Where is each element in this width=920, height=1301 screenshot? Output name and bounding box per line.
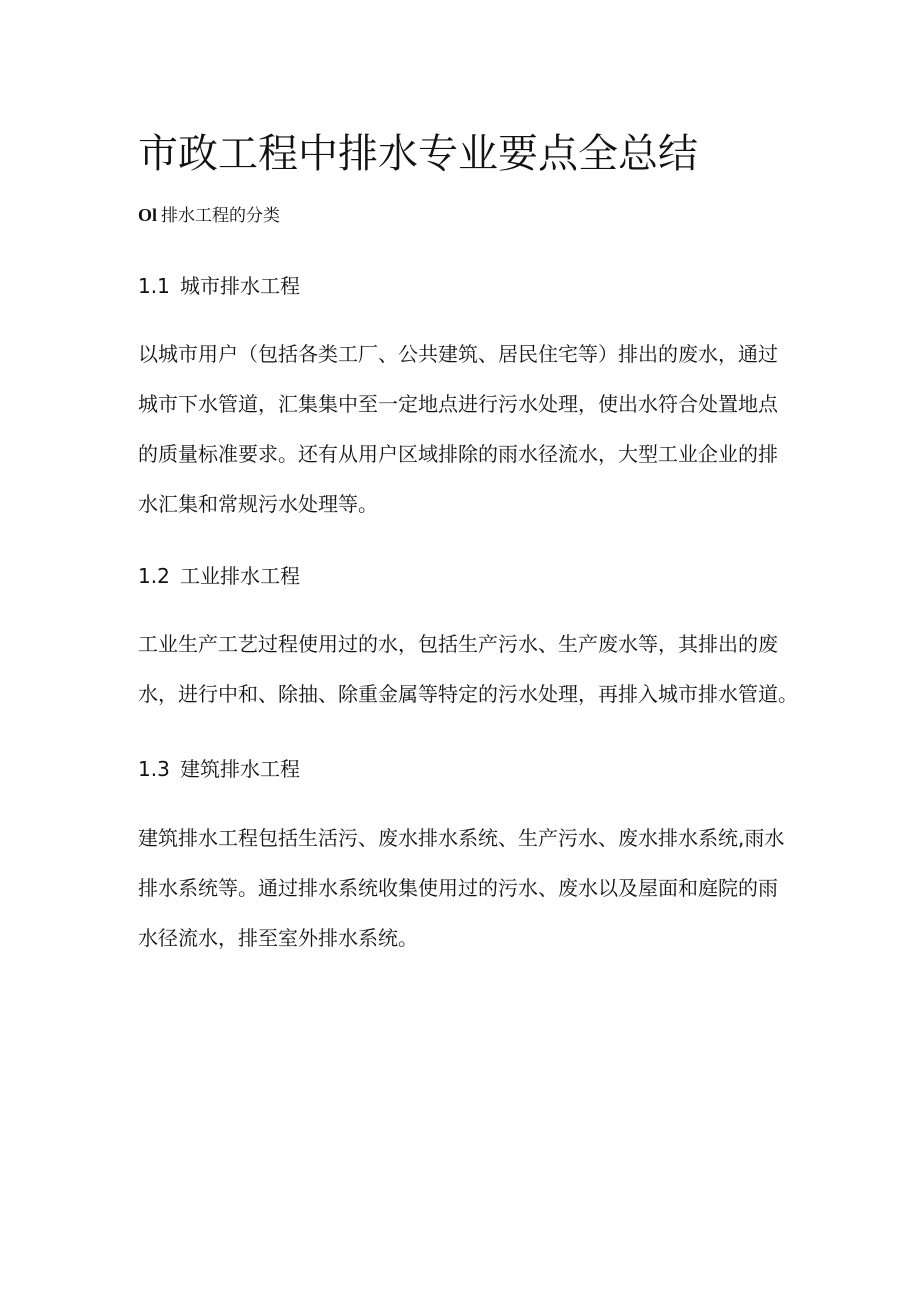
paragraph-1-2 [138,619,798,719]
paragraph-line: 城市下水管道，汇集集中至一定地点进行污水处理，使出水符合处置地点 [138,392,778,416]
subsection-number: 1.1 [138,274,170,298]
subsection-title: 工业排水工程 [180,564,300,588]
subsection-heading-1-2 [138,562,300,590]
paragraph-1-1 [138,329,798,529]
subsection-heading-1-1 [138,272,300,300]
paragraph-line: 水径流水，排至室外排水系统。 [138,926,418,950]
paragraph-line: 排水系统等。通过排水系统收集使用过的污水、废水以及屋面和庭院的雨 [138,876,778,900]
paragraph-line: 的质量标准要求。还有从用户区域排除的雨水径流水，大型工业企业的排 [138,442,778,466]
subsection-number: 1.2 [138,564,170,588]
paragraph-1-3 [138,813,798,963]
subsection-title: 建筑排水工程 [180,757,300,781]
paragraph-line: 水，进行中和、除抽、除重金属等特定的污水处理，再排入城市排水管道。 [138,682,798,706]
section-number: Ol [138,205,158,225]
paragraph-line: 工业生产工艺过程使用过的水，包括生产污水、生产废水等，其排出的废 [138,632,778,656]
subsection-number: 1.3 [138,757,170,781]
paragraph-line: 以城市用户（包括各类工厂、公共建筑、居民住宅等）排出的废水，通过 [138,342,778,366]
page-title: 市政工程中排水专业要点全总结 [138,131,698,177]
section-label [138,203,280,228]
paragraph-line: 水汇集和常规污水处理等。 [138,492,378,516]
subsection-heading-1-3 [138,755,300,783]
section-title: 排水工程的分类 [161,206,281,226]
paragraph-line: 建筑排水工程包括生活污、废水排水系统、生产污水、废水排水系统,雨水 [138,826,785,850]
subsection-title: 城市排水工程 [180,274,300,298]
